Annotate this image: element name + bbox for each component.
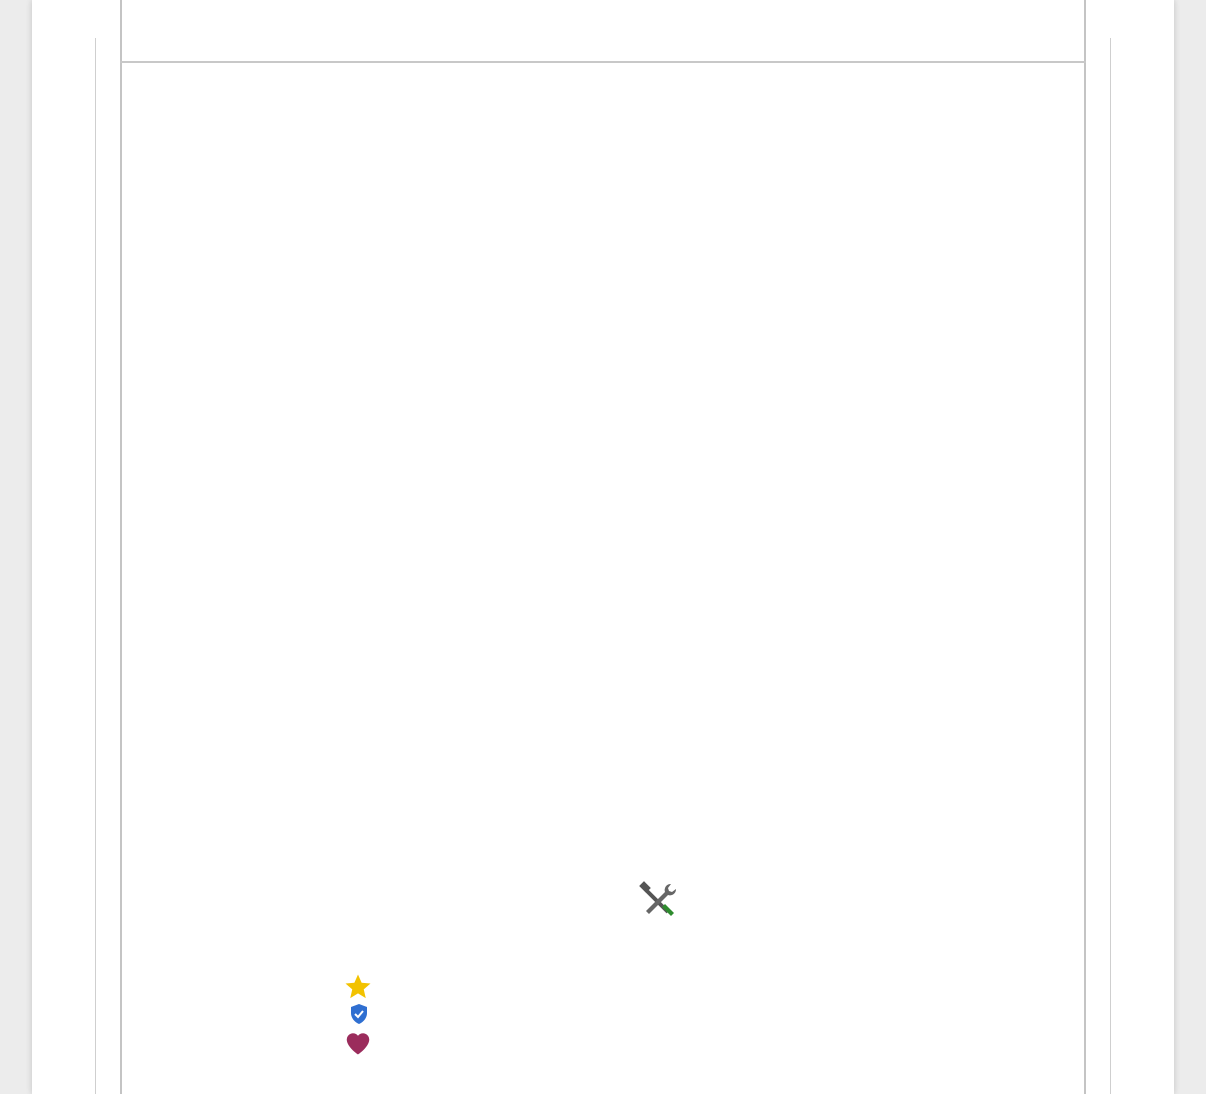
heart-icon: [343, 1028, 373, 1056]
verified-shield-icon: [349, 1003, 369, 1025]
star-icon: [343, 972, 373, 1002]
page-border-right: [1110, 38, 1111, 1094]
reviews-line: [343, 1003, 369, 1025]
table-row-service: [120, 872, 1086, 1094]
table-row-fragment: [120, 0, 1086, 63]
wrench-screwdriver-icon: [638, 880, 678, 920]
shop-rating: [343, 972, 381, 1002]
page-border-left: [95, 38, 96, 1094]
customer-favorite: [343, 1028, 395, 1056]
